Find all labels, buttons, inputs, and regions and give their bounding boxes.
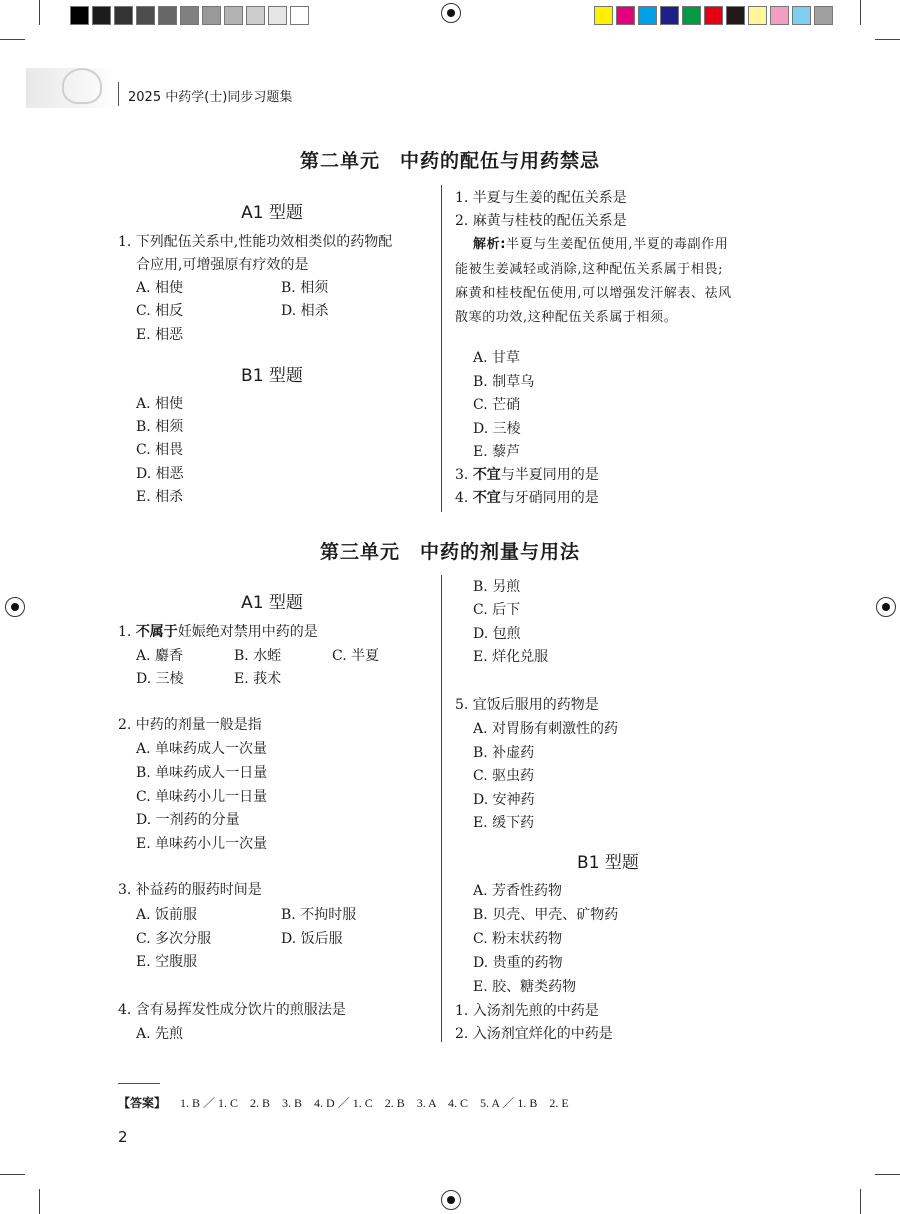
question-text: 1. 下列配伍关系中,性能功效相类似的药物配 bbox=[118, 234, 393, 250]
header-divider bbox=[118, 82, 119, 106]
color-swatch bbox=[268, 6, 287, 25]
option: E. 胶、糖类药物 bbox=[473, 979, 577, 995]
color-swatch bbox=[136, 6, 155, 25]
unit3-b1-heading: B1 型题 bbox=[577, 853, 639, 873]
option: D. 三棱 bbox=[136, 671, 184, 687]
question-text: 1. 入汤剂先煎的中药是 bbox=[455, 1003, 599, 1019]
color-swatch bbox=[748, 6, 767, 25]
answer-key bbox=[118, 1094, 569, 1111]
question-text: 3. 补益药的服药时间是 bbox=[118, 882, 262, 898]
option: E. 相恶 bbox=[136, 327, 184, 343]
color-swatch bbox=[726, 6, 745, 25]
option: A. 先煎 bbox=[136, 1026, 184, 1042]
crop-mark bbox=[860, 0, 861, 25]
question-text: 2. 入汤剂宜烊化的中药是 bbox=[455, 1026, 613, 1042]
crop-mark bbox=[875, 39, 900, 40]
option: C. 相反 bbox=[136, 303, 184, 319]
color-swatch bbox=[202, 6, 221, 25]
option: C. 芒硝 bbox=[473, 397, 521, 413]
option: B. 单味药成人一日量 bbox=[136, 765, 268, 781]
option: C. 相畏 bbox=[136, 442, 184, 458]
color-swatch bbox=[92, 6, 111, 25]
color-swatch bbox=[114, 6, 133, 25]
question-rest: 与牙硝同用的是 bbox=[500, 490, 599, 506]
option: B. 补虚药 bbox=[473, 745, 535, 761]
color-swatch bbox=[638, 6, 657, 25]
color-swatch bbox=[682, 6, 701, 25]
option: A. 甘草 bbox=[473, 350, 521, 366]
option: D. 一剂药的分量 bbox=[136, 812, 240, 828]
option: B. 另煎 bbox=[473, 579, 521, 595]
option: D. 安神药 bbox=[473, 792, 535, 808]
crop-mark bbox=[0, 1174, 25, 1175]
unit2-a1-heading: A1 型题 bbox=[241, 203, 303, 223]
color-swatch bbox=[246, 6, 265, 25]
crop-mark bbox=[39, 1189, 40, 1214]
crop-mark bbox=[0, 39, 25, 40]
question-text bbox=[455, 489, 599, 507]
option: B. 贝壳、甲壳、矿物药 bbox=[473, 907, 619, 923]
color-swatch bbox=[594, 6, 613, 25]
option: A. 对胃肠有刺激性的药 bbox=[473, 721, 619, 737]
question-number: 3. bbox=[455, 467, 469, 483]
explanation-label: 解析: bbox=[473, 237, 506, 252]
explanation-line: 散寒的功效,这种配伍关系属于相须。 bbox=[455, 310, 678, 325]
color-swatch bbox=[290, 6, 309, 25]
color-swatch bbox=[660, 6, 679, 25]
option: D. 饭后服 bbox=[281, 931, 343, 947]
crop-mark bbox=[39, 0, 40, 25]
emphasis: 不宜 bbox=[472, 490, 501, 506]
question-text bbox=[118, 623, 318, 641]
color-swatch bbox=[616, 6, 635, 25]
question-text: 2. 麻黄与桂枝的配伍关系是 bbox=[455, 213, 627, 229]
explanation-line bbox=[473, 236, 728, 254]
question-rest: 与半夏同用的是 bbox=[500, 467, 599, 483]
emphasis: 不属于 bbox=[135, 624, 178, 640]
book-title: 2025 中药学(士)同步习题集 bbox=[128, 90, 293, 105]
answer-label: 【答案】 bbox=[118, 1096, 167, 1110]
registration-mark-icon bbox=[5, 597, 25, 617]
question-text: 合应用,可增强原有疗效的是 bbox=[136, 257, 309, 273]
question-text: 2. 中药的剂量一般是指 bbox=[118, 717, 262, 733]
color-swatch bbox=[814, 6, 833, 25]
option: E. 缓下药 bbox=[473, 815, 535, 831]
page-number: 2 bbox=[118, 1128, 128, 1146]
explanation-text: 半夏与生姜配伍使用,半夏的毒副作用 bbox=[506, 237, 729, 252]
column-divider bbox=[441, 185, 442, 512]
question-number: 1. bbox=[118, 624, 132, 640]
option: C. 半夏 bbox=[332, 648, 380, 664]
option: A. 相使 bbox=[136, 280, 184, 296]
option: E. 莪术 bbox=[234, 671, 282, 687]
registration-mark-icon bbox=[876, 597, 896, 617]
color-swatch bbox=[704, 6, 723, 25]
registration-mark-icon bbox=[441, 1190, 461, 1210]
unit3-title: 第三单元 中药的剂量与用法 bbox=[319, 541, 580, 563]
color-swatch bbox=[70, 6, 89, 25]
option: B. 不拘时服 bbox=[281, 907, 357, 923]
option: C. 多次分服 bbox=[136, 931, 212, 947]
color-swatch bbox=[180, 6, 199, 25]
crop-mark bbox=[875, 1174, 900, 1175]
option: D. 相杀 bbox=[281, 303, 329, 319]
logo-mark-icon bbox=[62, 68, 102, 104]
option: E. 藜芦 bbox=[473, 444, 521, 460]
question-text: 1. 半夏与生姜的配伍关系是 bbox=[455, 190, 627, 206]
option: B. 制草乌 bbox=[473, 374, 535, 390]
color-swatch bbox=[770, 6, 789, 25]
registration-mark-icon bbox=[441, 3, 461, 23]
question-rest: 妊娠绝对禁用中药的是 bbox=[177, 624, 318, 640]
explanation-line: 麻黄和桂枝配伍使用,可以增强发汗解表、祛风 bbox=[455, 286, 732, 301]
option: A. 单味药成人一次量 bbox=[136, 741, 268, 757]
option: D. 相恶 bbox=[136, 466, 184, 482]
option: D. 包煎 bbox=[473, 626, 521, 642]
option: D. 三棱 bbox=[473, 421, 521, 437]
color-swatch bbox=[224, 6, 243, 25]
question-text bbox=[455, 466, 599, 484]
option: E. 单味药小儿一次量 bbox=[136, 836, 268, 852]
option: B. 相须 bbox=[136, 419, 184, 435]
unit2-b1-heading: B1 型题 bbox=[241, 366, 303, 386]
column-divider bbox=[441, 575, 442, 1042]
question-text: 5. 宜饭后服用的药物是 bbox=[455, 697, 599, 713]
option: B. 相须 bbox=[281, 280, 329, 296]
option: E. 烊化兑服 bbox=[473, 649, 549, 665]
option: A. 饭前服 bbox=[136, 907, 198, 923]
option: C. 驱虫药 bbox=[473, 768, 535, 784]
option: C. 粉末状药物 bbox=[473, 931, 563, 947]
option: A. 芳香性药物 bbox=[473, 883, 563, 899]
crop-mark bbox=[860, 1189, 861, 1214]
option: C. 单味药小儿一日量 bbox=[136, 789, 268, 805]
answer-text: 1. B ／ 1. C 2. B 3. B 4. D ／ 1. C 2. B 3. A 4. C 5. A ／ 1. B 2. E bbox=[180, 1096, 569, 1110]
option: D. 贵重的药物 bbox=[473, 955, 563, 971]
option: E. 空腹服 bbox=[136, 954, 198, 970]
option: C. 后下 bbox=[473, 602, 521, 618]
unit3-a1-heading: A1 型题 bbox=[241, 593, 303, 613]
emphasis: 不宜 bbox=[472, 467, 501, 483]
explanation-line: 能被生姜减轻或消除,这种配伍关系属于相畏; bbox=[455, 262, 724, 277]
option: E. 相杀 bbox=[136, 489, 184, 505]
option: A. 麝香 bbox=[136, 648, 184, 664]
footnote-rule bbox=[118, 1083, 160, 1084]
option: B. 水蛭 bbox=[234, 648, 282, 664]
option: A. 相使 bbox=[136, 396, 184, 412]
question-number: 4. bbox=[455, 490, 469, 506]
question-text: 4. 含有易挥发性成分饮片的煎服法是 bbox=[118, 1002, 346, 1018]
unit2-title: 第二单元 中药的配伍与用药禁忌 bbox=[299, 150, 600, 172]
color-swatch bbox=[158, 6, 177, 25]
color-swatch bbox=[792, 6, 811, 25]
